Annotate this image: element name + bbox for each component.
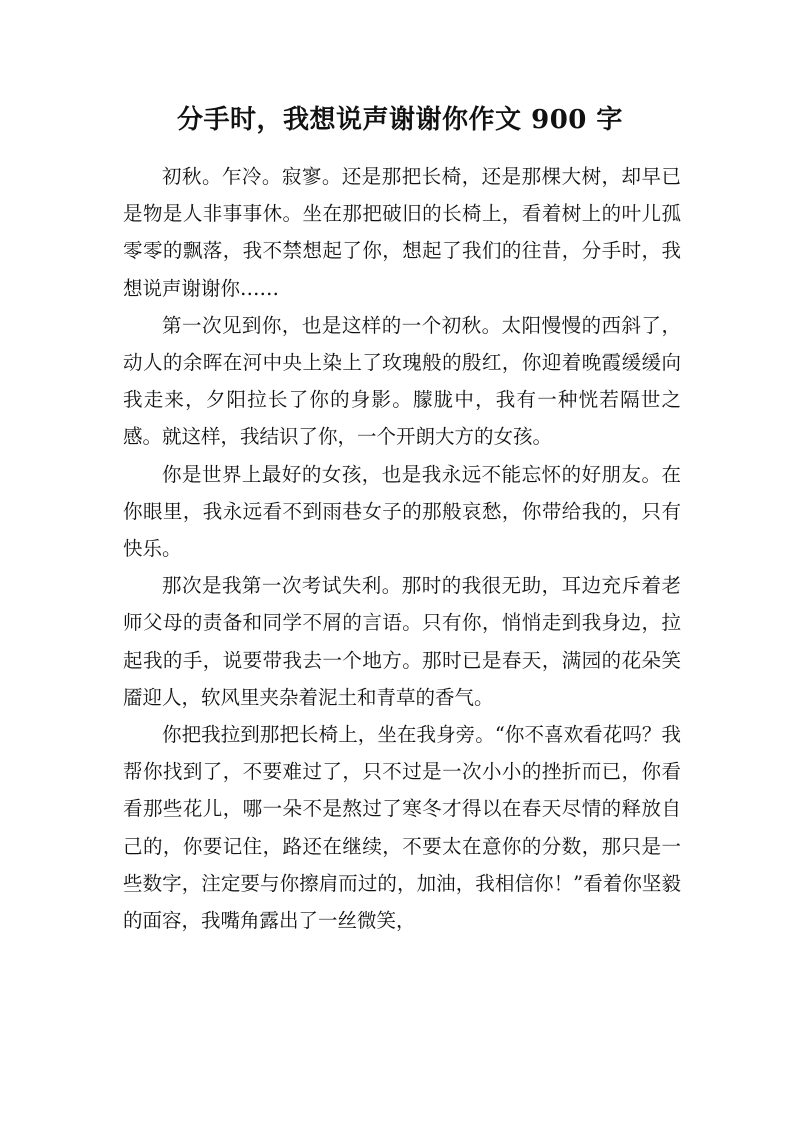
document-title: 分手时，我想说声谢谢你作文 900 字 xyxy=(177,105,623,135)
paragraph-5: 你把我拉到那把长椅上，坐在我身旁。“你不喜欢看花吗？我帮你找到了，不要难过了，只不过是一次小小的挫折而已，你看看那些花儿，哪一朵不是熬过了寒冬才得以在春天尽情的释放自己的，你要记住，路还在继续，不要太在意你的分数，那只是一些数字，注定要与你擦肩而过的，加油，我相信你！”看着你坚毅的面容，我嘴角露出了一丝微笑， xyxy=(123,723,681,933)
paragraph-3: 你是世界上最好的女孩，也是我永远不能忘怀的好朋友。在你眼里，我永远看不到雨巷女子的那般哀愁，你带给我的，只有快乐。 xyxy=(123,462,681,561)
paragraph-2: 第一次见到你，也是这样的一个初秋。太阳慢慢的西斜了，动人的余晖在河中央上染上了玫瑰般的殷红，你迎着晚霞缓缓向我走来，夕阳拉长了你的身影。朦胧中，我有一种恍若隔世之感。就这样，我结识了你，一个开朗大方的女孩。 xyxy=(123,313,681,449)
document-body xyxy=(123,158,681,939)
paragraph-1: 初秋。乍冷。寂寥。还是那把长椅，还是那棵大树，却早已是物是人非事事休。坐在那把破旧的长椅上，看着树上的叶儿孤零零的飘落，我不禁想起了你，想起了我们的往昔，分手时，我想说声谢谢你…… xyxy=(123,165,681,300)
paragraph-4: 那次是我第一次考试失利。那时的我很无助，耳边充斥着老师父母的责备和同学不屑的言语。只有你，悄悄走到我身边，拉起我的手，说要带我去一个地方。那时已是春天，满园的花朵笑靥迎人，软风里夹杂着泥土和青草的香气。 xyxy=(123,574,681,709)
